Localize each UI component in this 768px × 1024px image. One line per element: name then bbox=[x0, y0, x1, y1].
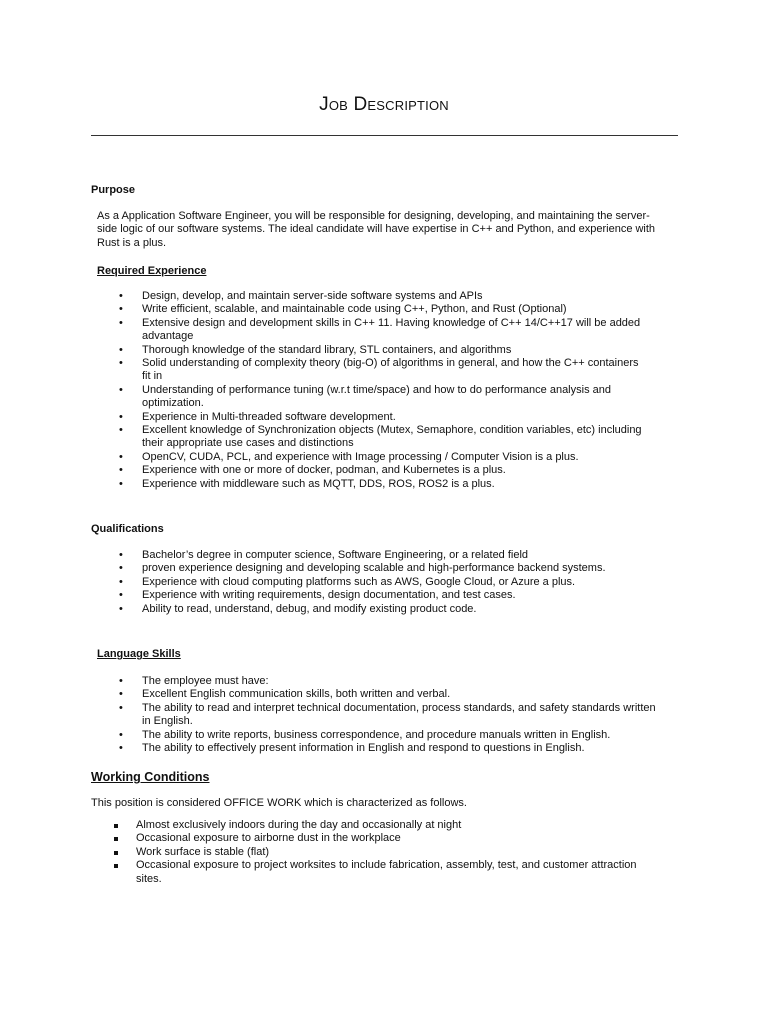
bullet-icon: • bbox=[119, 303, 123, 316]
list-item: • Experience with writing requirements, design documentation, and test cases. bbox=[119, 589, 516, 602]
bullet-icon: • bbox=[119, 343, 123, 356]
bullet-icon: • bbox=[119, 688, 123, 701]
list-item: • Excellent English communication skills, both written and verbal. bbox=[119, 688, 451, 701]
list-item: • The ability to effectively present information in English and respond to questions in English. bbox=[119, 742, 585, 755]
bullet-icon: • bbox=[119, 589, 123, 602]
bullet-icon: • bbox=[119, 450, 123, 463]
language-skills-heading: Language Skills bbox=[97, 648, 181, 660]
bullet-icon: • bbox=[119, 602, 123, 615]
list-item: • Extensive design and development skills in C++ 11. Having knowledge of C++ 14/C++17 will be added advantage bbox=[119, 316, 641, 343]
bullet-icon: • bbox=[119, 316, 123, 329]
square-bullet-icon bbox=[114, 837, 118, 841]
list-item: • Experience with one or more of docker, podman, and Kubernetes is a plus. bbox=[119, 464, 506, 477]
list-item: • Experience with middleware such as MQTT, DDS, ROS, ROS2 is a plus. bbox=[119, 477, 495, 490]
list-item: • Write efficient, scalable, and maintainable code using C++, Python, and Rust (Optional) bbox=[119, 303, 567, 316]
qualifications-list bbox=[117, 549, 647, 616]
bullet-icon: • bbox=[119, 675, 123, 687]
title-divider bbox=[91, 135, 678, 136]
list-item: • Experience with cloud computing platforms such as AWS, Google Cloud, or Azure a plus. bbox=[119, 575, 576, 588]
bullet-icon: • bbox=[119, 464, 123, 477]
list-item: • Solid understanding of complexity theory (big-O) of algorithms in general, and how the C++ containers fit in bbox=[119, 357, 639, 383]
qualifications-heading: Qualifications bbox=[91, 523, 164, 535]
list-item: • Excellent knowledge of Synchronization objects (Mutex, Semaphore, condition variables, etc) including their appropriate use cases and distinctions bbox=[119, 424, 642, 450]
list-item: Work surface is stable (flat) bbox=[111, 846, 661, 859]
bullet-icon: • bbox=[119, 742, 123, 755]
bullet-icon: • bbox=[119, 575, 123, 588]
list-item: • Design, develop, and maintain server-side software systems and APIs bbox=[119, 290, 483, 302]
list-item: • Experience in Multi-threaded software development. bbox=[119, 410, 396, 423]
list-item: • The ability to read and interpret technical documentation, process standards, and safety standards written in English. bbox=[119, 701, 656, 728]
square-bullet-icon bbox=[114, 851, 118, 855]
bullet-icon: • bbox=[119, 410, 123, 423]
list-item: • The employee must have: bbox=[119, 675, 269, 687]
bullet-icon: • bbox=[119, 728, 123, 741]
list-item: • The ability to write reports, business correspondence, and procedure manuals written in English. bbox=[119, 728, 611, 741]
page-title: Job Description bbox=[319, 94, 449, 115]
working-conditions-list bbox=[111, 819, 661, 886]
bullet-icon: • bbox=[119, 701, 123, 714]
working-conditions-heading: Working Conditions bbox=[91, 770, 210, 784]
working-conditions-intro: This position is considered OFFICE WORK which is characterized as follows. bbox=[91, 797, 467, 809]
list-item: Almost exclusively indoors during the day and occasionally at night bbox=[111, 819, 661, 832]
list-item: • Ability to read, understand, debug, and modify existing product code. bbox=[119, 602, 477, 615]
bullet-icon: • bbox=[119, 357, 123, 370]
square-bullet-icon bbox=[114, 824, 118, 828]
bullet-icon: • bbox=[119, 562, 123, 575]
list-item: • proven experience designing and developing scalable and high-performance backend systems. bbox=[119, 562, 606, 575]
list-item: • Understanding of performance tuning (w.r.t time/space) and how to do performance analysis and optimization. bbox=[119, 383, 611, 410]
list-item: • Thorough knowledge of the standard library, STL containers, and algorithms bbox=[119, 343, 512, 356]
list-item: Occasional exposure to project worksites to include fabrication, assembly, test, and customer attraction sites. bbox=[111, 859, 661, 886]
bullet-icon: • bbox=[119, 383, 123, 396]
language-skills-list bbox=[117, 675, 657, 755]
bullet-icon: • bbox=[119, 549, 123, 561]
required-experience-heading: Required Experience bbox=[97, 265, 207, 277]
purpose-heading: Purpose bbox=[91, 184, 136, 196]
list-item: • Bachelor’s degree in computer science, Software Engineering, or a related field bbox=[119, 549, 529, 561]
square-bullet-icon bbox=[114, 864, 118, 868]
list-item: • OpenCV, CUDA, PCL, and experience with Image processing / Computer Vision is a plus. bbox=[119, 450, 579, 463]
list-item: Occasional exposure to airborne dust in the workplace bbox=[111, 832, 661, 845]
bullet-icon: • bbox=[119, 424, 123, 437]
required-experience-list bbox=[117, 290, 647, 491]
bullet-icon: • bbox=[119, 290, 123, 302]
bullet-icon: • bbox=[119, 477, 123, 490]
purpose-text: As a Application Software Engineer, you will be responsible for designing, developing, and maintaining the server-side logic of our software systems. The ideal candidate will have expertise in C++ and Python, and experience with Rust is a plus. bbox=[97, 210, 656, 249]
